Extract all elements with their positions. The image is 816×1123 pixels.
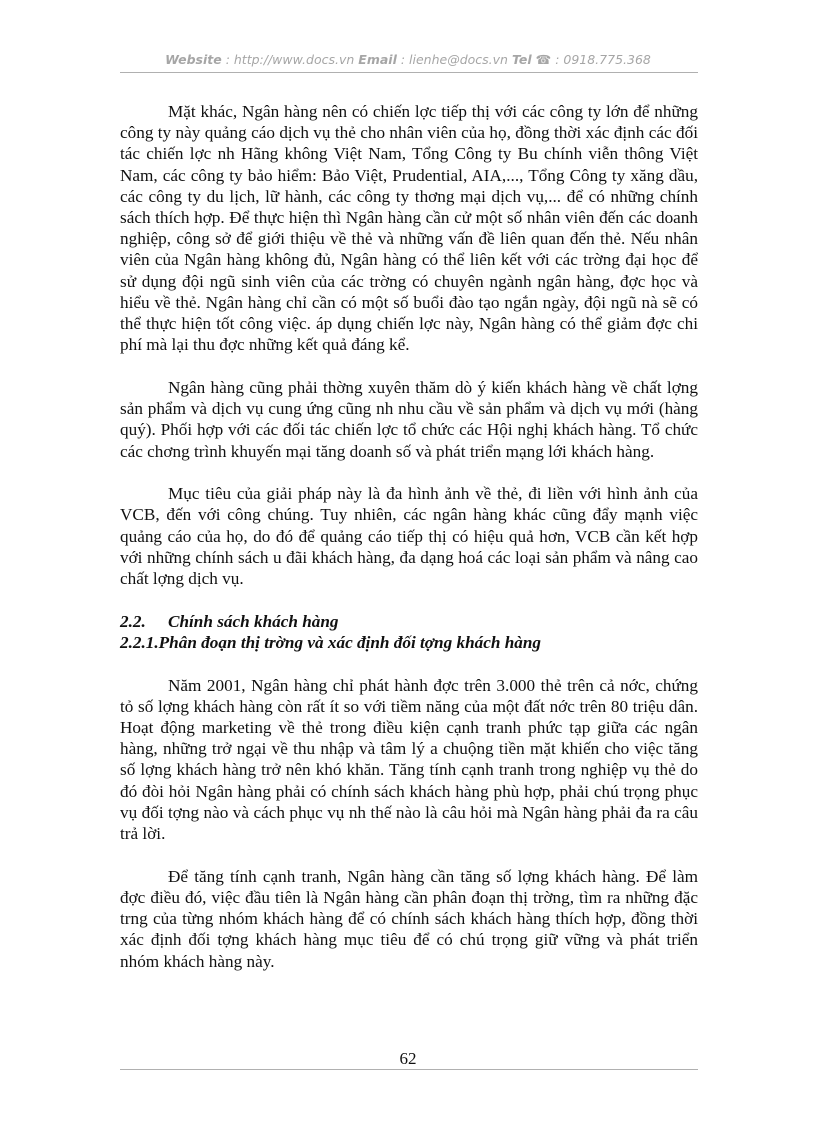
page-header (0, 52, 816, 67)
subsection-number: 2.2.1. (120, 632, 159, 652)
subsection-heading (120, 632, 698, 653)
footer-rule (120, 1069, 698, 1070)
paragraph: Năm 2001, Ngân hàng chỉ phát hành đợc trên 3.000 thẻ trên cả nớc, chứng tỏ số lợng khách hàng còn rất ít so với tiềm năng của một đất nớc trên 80 triệu dân. Hoạt động marketing về thẻ trong điều kiện cạnh tranh phức tạp giữa các ngân hàng, những trở ngại về thu nhập và tâm lý a chuộng tiền mặt khiến cho việc tăng số lợng khách hàng trở nên khó khăn. Tăng tính cạnh tranh trong nghiệp vụ thẻ do đó đòi hỏi Ngân hàng phải có chính sách khách hàng phù hợp, phải chú trọng phục vụ đối tợng nào và cách phục vụ nh thế nào là câu hỏi mà Ngân hàng phải đa ra câu trả lời. (120, 675, 698, 844)
tel-value: : 0918.775.368 (555, 52, 651, 67)
page-number: 62 (399, 1049, 417, 1068)
section-number: 2.2. (120, 611, 146, 631)
paragraph: Mục tiêu của giải pháp này là đa hình ảnh về thẻ, đi liền với hình ảnh của VCB, đến với công chúng. Tuy nhiên, các ngân hàng khác cũng đẩy mạnh việc quảng cáo của họ, do đó để quảng cáo tiếp thị có hiệu quả hơn, VCB cần kết hợp với những chính sách u đãi khách hàng, đa dạng hoá các loại sản phẩm và nâng cao chất lợng dịch vụ. (120, 484, 698, 589)
paragraph: Để tăng tính cạnh tranh, Ngân hàng cần tăng số lợng khách hàng. Để làm đợc điều đó, việc đầu tiên là Ngân hàng cần phân đoạn thị trờng, tìm ra những đặc trng của từng nhóm khách hàng để có chính sách khách hàng thích hợp, đồng thời xác định đối tợng khách hàng mục tiêu để có chú trọng giữ vững và phát triển nhóm khách hàng này. (120, 866, 698, 971)
paragraph: Mặt khác, Ngân hàng nên có chiến lợc tiếp thị với các công ty lớn để những công ty này quảng cáo dịch vụ thẻ cho nhân viên của họ, đồng thời xác định các đối tác chiến lợc nh Hãng không Việt Nam, Tổng Công ty Bu chính viễn thông Việt Nam, các công ty bảo hiểm: Bảo Việt, Prudential, AIA,..., Tổng Công ty xăng dầu, các công ty du lịch, lữ hành, các công ty thơng mại dịch vụ,... để có những chính sách thích hợp. Để thực hiện thì Ngân hàng cần cử một số nhân viên đến các doanh nghiệp, công sở để giới thiệu về thẻ và những vấn đề liên quan đến thẻ. Nếu nhân viên của Ngân hàng không đủ, Ngân hàng có thể liên kết với các trờng đại học để sử dụng đội ngũ sinh viên của các trờng có chuyên ngành ngân hàng, đợc học và hiểu về thẻ. Ngân hàng chỉ cần có một số buổi đào tạo ngắn ngày, đội ngũ nà sẽ có thể thực hiện tốt công việc. áp dụng chiến lợc này, Ngân hàng có thể giảm đợc chi phí mà lại thu đợc những kết quả đáng kể. (120, 102, 698, 355)
phone-icon: ☎ (535, 52, 552, 67)
email-label: Email (358, 52, 397, 67)
paragraph: Ngân hàng cũng phải thờng xuyên thăm dò ý kiến khách hàng về chất lợng sản phẩm và dịch vụ cung ứng cũng nh nhu cầu về sản phẩm và dịch vụ mới (hàng quý). Phối hợp với các đối tác chiến lợc tổ chức các Hội nghị khách hàng. Tổ chức các chơng trình khuyến mại tăng doanh số và phát triển mạng lới khách hàng. (120, 377, 698, 461)
header-rule (120, 72, 698, 73)
website-label: Website (165, 52, 222, 67)
email-value: : lienhe@docs.vn (400, 52, 508, 67)
section-title: Chính sách khách hàng (168, 611, 339, 631)
subsection-title: Phân đoạn thị trờng và xác định đối tợng khách hàng (158, 632, 542, 652)
section-heading (120, 611, 698, 632)
tel-label: Tel (511, 52, 532, 67)
document-body (120, 101, 698, 993)
website-value: : http://www.docs.vn (225, 52, 355, 67)
